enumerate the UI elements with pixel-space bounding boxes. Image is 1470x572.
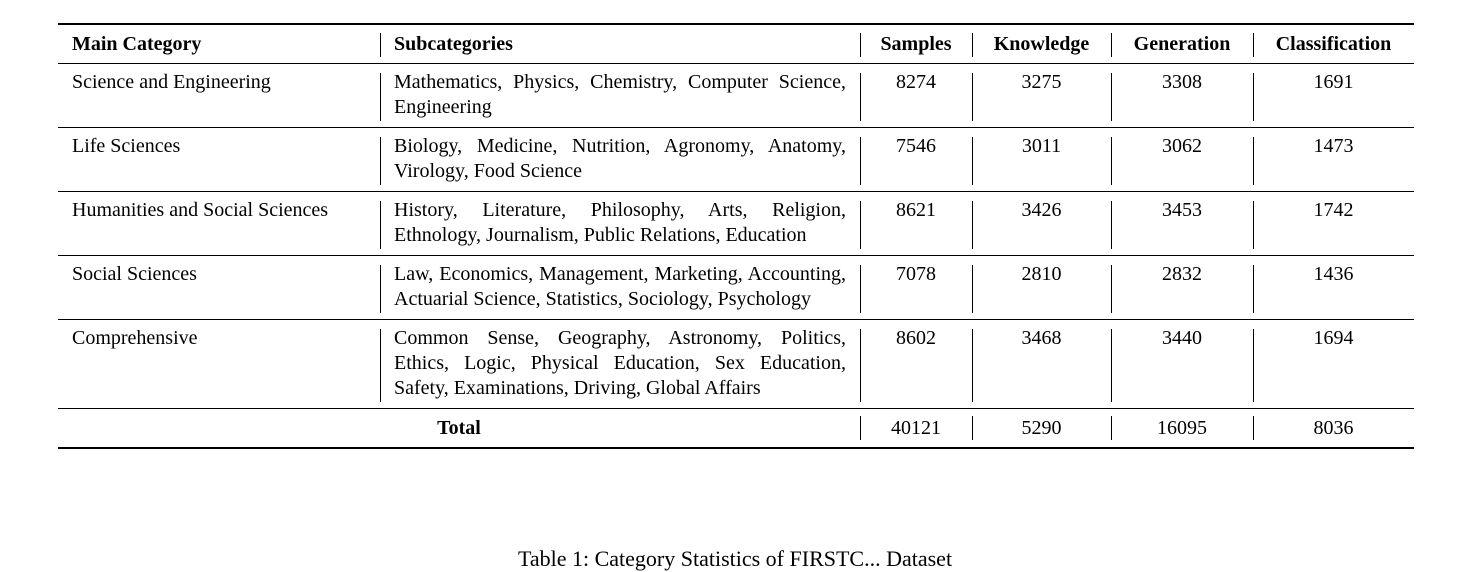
table-row	[58, 256, 1414, 320]
cell-samples: 8274	[860, 64, 972, 128]
cell-generation: 3440	[1111, 320, 1253, 409]
cell-samples: 7078	[860, 256, 972, 320]
cell-knowledge: 2810	[972, 256, 1111, 320]
cell-classification: 1436	[1253, 256, 1414, 320]
cell-knowledge: 3275	[972, 64, 1111, 128]
cell-main-category: Comprehensive	[72, 327, 198, 349]
total-classification: 8036	[1253, 409, 1414, 449]
cell-main-category: Humanities and Social Sciences	[72, 199, 329, 221]
table-caption: Table 1: Category Statistics of FIRSTC... Dataset	[517, 546, 953, 571]
cell-subcategories: Biology, Medicine, Nutrition, Agronomy, Anatomy, Virology, Food Science	[380, 128, 860, 192]
cell-main-category: Life Sciences	[72, 135, 181, 157]
header-generation: Generation	[1111, 24, 1253, 64]
cell-generation: 3453	[1111, 192, 1253, 256]
cell-main-category: Science and Engineering	[72, 71, 271, 93]
cell-knowledge: 3426	[972, 192, 1111, 256]
cell-generation: 2832	[1111, 256, 1253, 320]
header-samples: Samples	[860, 24, 972, 64]
header-main-category: Main Category	[72, 32, 202, 55]
cell-samples: 8621	[860, 192, 972, 256]
cell-generation: 3062	[1111, 128, 1253, 192]
cell-classification: 1691	[1253, 64, 1414, 128]
category-statistics-table	[58, 23, 1414, 449]
cell-subcategories: Law, Economics, Management, Marketing, Accounting, Actuarial Science, Statistics, Sociology, Psychology	[380, 256, 860, 320]
cell-subcategories: Common Sense, Geography, Astronomy, Politics, Ethics, Logic, Physical Education, Sex Education, Safety, Examinations, Driving, Global Affairs	[380, 320, 860, 409]
header-subcategories: Subcategories	[380, 24, 860, 64]
table-row	[58, 128, 1414, 192]
table-row	[58, 320, 1414, 409]
cell-knowledge: 3011	[972, 128, 1111, 192]
cell-samples: 8602	[860, 320, 972, 409]
table-footer	[58, 409, 1414, 449]
statistics-table-container	[58, 23, 1414, 449]
header-row	[58, 24, 1414, 64]
cell-subcategories: History, Literature, Philosophy, Arts, Religion, Ethnology, Journalism, Public Relations, Education	[380, 192, 860, 256]
cell-classification: 1473	[1253, 128, 1414, 192]
cell-classification: 1694	[1253, 320, 1414, 409]
total-samples: 40121	[860, 409, 972, 449]
total-label: Total	[437, 416, 481, 439]
total-row	[58, 409, 1414, 449]
cell-main-category: Social Sciences	[72, 263, 197, 285]
cell-subcategories: Mathematics, Physics, Chemistry, Computer Science, Engineering	[380, 64, 860, 128]
header-classification: Classification	[1253, 24, 1414, 64]
header-knowledge: Knowledge	[972, 24, 1111, 64]
cell-generation: 3308	[1111, 64, 1253, 128]
cell-samples: 7546	[860, 128, 972, 192]
table-body	[58, 64, 1414, 409]
total-knowledge: 5290	[972, 409, 1111, 449]
cell-classification: 1742	[1253, 192, 1414, 256]
total-generation: 16095	[1111, 409, 1253, 449]
table-header	[58, 24, 1414, 64]
table-row	[58, 192, 1414, 256]
cell-knowledge: 3468	[972, 320, 1111, 409]
table-row	[58, 64, 1414, 128]
